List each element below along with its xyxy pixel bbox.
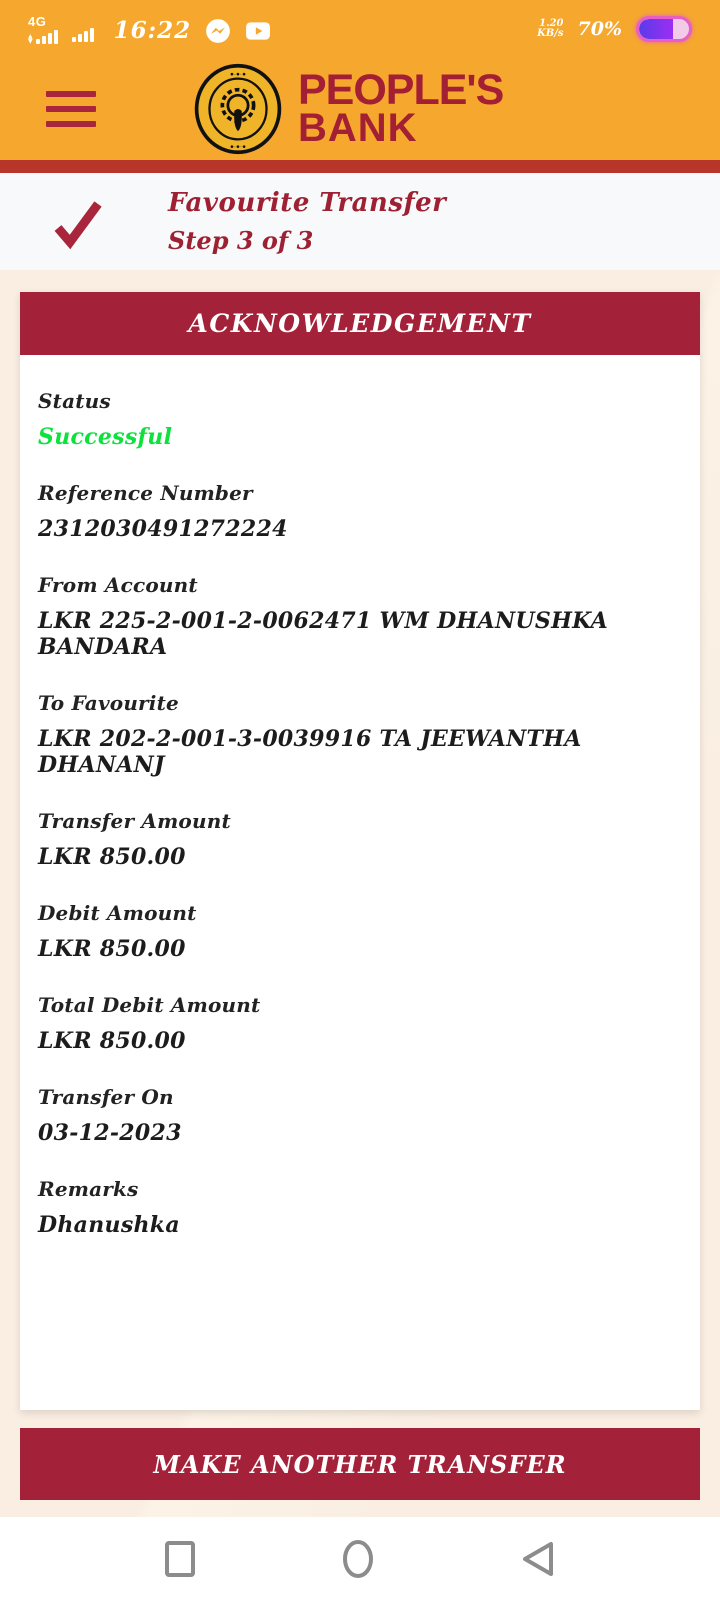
field-reference-number bbox=[38, 481, 682, 542]
brand-name-line2: BANK bbox=[298, 106, 418, 151]
field-remarks bbox=[38, 1177, 682, 1238]
field-value: LKR 850.00 bbox=[38, 1028, 186, 1054]
make-another-transfer-button[interactable]: MAKE ANOTHER TRANSFER bbox=[20, 1428, 700, 1500]
step-indicator: Step 3 of 3 bbox=[168, 226, 314, 255]
step-header bbox=[0, 173, 720, 270]
acknowledgement-banner: ACKNOWLEDGEMENT bbox=[20, 292, 700, 355]
field-value: LKR 202-2-001-3-0039916 TA JEEWANTHA DHANANJ bbox=[38, 726, 582, 778]
messenger-notification-icon bbox=[205, 18, 231, 44]
field-label: Total Debit Amount bbox=[38, 993, 261, 1017]
data-activity-arrows-icon: ▲ ▼ bbox=[28, 33, 33, 45]
network-type-label: 4G bbox=[28, 14, 47, 29]
menu-button[interactable] bbox=[46, 91, 96, 127]
field-label: Remarks bbox=[38, 1177, 139, 1201]
bank-emblem-icon bbox=[192, 63, 284, 155]
android-navigation-bar bbox=[0, 1517, 720, 1600]
acknowledgement-card bbox=[20, 292, 700, 1410]
sim1-signal bbox=[28, 14, 58, 44]
clock: 16:22 bbox=[113, 17, 192, 44]
field-value: Dhanushka bbox=[38, 1212, 180, 1238]
field-value: 2312030491272224 bbox=[38, 516, 288, 542]
field-value: LKR 850.00 bbox=[38, 936, 186, 962]
field-debit-amount bbox=[38, 901, 682, 962]
battery-icon bbox=[636, 16, 692, 42]
field-value: 03-12-2023 bbox=[38, 1120, 182, 1146]
field-value: LKR 850.00 bbox=[38, 844, 186, 870]
battery-percent-label: 70% bbox=[577, 18, 622, 40]
page-title: Favourite Transfer bbox=[168, 188, 447, 218]
back-button[interactable] bbox=[521, 1540, 555, 1578]
field-value: LKR 225-2-001-2-0062471 WM DHANUSHKA BANDARA bbox=[38, 608, 609, 660]
acknowledgement-fields bbox=[20, 355, 700, 1269]
field-label: Reference Number bbox=[38, 481, 253, 505]
success-check-icon bbox=[50, 194, 106, 250]
field-label: Status bbox=[38, 389, 111, 413]
field-label: From Account bbox=[38, 573, 198, 597]
status-bar bbox=[0, 0, 720, 58]
field-label: Transfer Amount bbox=[38, 809, 231, 833]
home-button[interactable] bbox=[343, 1540, 373, 1578]
sim2-signal-bars-icon bbox=[72, 28, 94, 42]
svg-text:●·●·●: ●·●·● bbox=[230, 143, 246, 151]
field-label: To Favourite bbox=[38, 691, 179, 715]
field-label: Transfer On bbox=[38, 1085, 174, 1109]
status-value: Successful bbox=[38, 424, 173, 450]
brand-name-line1: PEOPLE'S bbox=[298, 65, 504, 114]
svg-text:●·●·●: ●·●·● bbox=[230, 70, 246, 78]
app-header bbox=[0, 58, 720, 160]
field-to-favourite bbox=[38, 691, 682, 778]
header-divider-stripe bbox=[0, 160, 720, 173]
data-rate-indicator: 1.20 KB/s bbox=[537, 18, 564, 39]
field-transfer-on bbox=[38, 1085, 682, 1146]
peoples-bank-logo bbox=[192, 63, 503, 155]
field-transfer-amount bbox=[38, 809, 682, 870]
youtube-notification-icon bbox=[245, 18, 271, 44]
field-total-debit-amount bbox=[38, 993, 682, 1054]
signal-bars-icon bbox=[36, 30, 58, 44]
recents-square-icon bbox=[165, 1541, 195, 1577]
back-triangle-icon bbox=[521, 1540, 555, 1578]
field-label: Debit Amount bbox=[38, 901, 197, 925]
page-body bbox=[0, 270, 720, 1517]
recents-button[interactable] bbox=[165, 1541, 195, 1577]
field-status bbox=[38, 389, 682, 450]
field-from-account bbox=[38, 573, 682, 660]
home-circle-icon bbox=[343, 1540, 373, 1578]
